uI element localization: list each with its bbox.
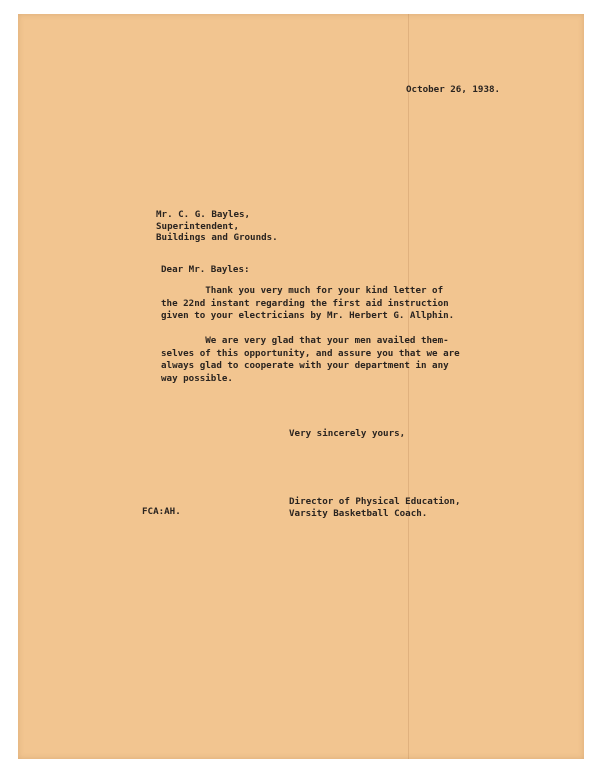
signer-title-2: Varsity Basketball Coach. [289, 508, 428, 519]
recipient-title: Superintendent, [156, 220, 239, 232]
recipient-address [156, 209, 278, 244]
body-paragraph-2 [161, 335, 460, 385]
signer-title-1: Director of Physical Education, [289, 496, 461, 507]
paragraph-line: selves of this opportunity, and assure you that we are [161, 347, 460, 359]
salutation: Dear Mr. Bayles: [161, 264, 250, 275]
paragraph-line: the 22nd instant regarding the first aid instruction [161, 297, 449, 309]
recipient-name: Mr. C. G. Bayles, [156, 209, 251, 220]
complimentary-closing: Very sincerely yours, [289, 428, 406, 439]
paragraph-line: given to your electricians by Mr. Herbert G. Allphin. [161, 310, 455, 321]
paragraph-line: Thank you very much for your kind letter of [161, 285, 444, 296]
recipient-department: Buildings and Grounds. [156, 232, 278, 243]
body-paragraph-1 [161, 285, 454, 323]
paragraph-line: way possible. [161, 372, 233, 384]
letter-page [18, 14, 584, 759]
paragraph-line: always glad to cooperate with your department in any [161, 360, 449, 371]
paragraph-line: We are very glad that your men availed them- [161, 335, 449, 346]
signature-block [289, 496, 460, 520]
paper-fold-line [408, 14, 409, 759]
letter-date: October 26, 1938. [406, 84, 501, 95]
reference-initials: FCA:AH. [142, 506, 181, 517]
